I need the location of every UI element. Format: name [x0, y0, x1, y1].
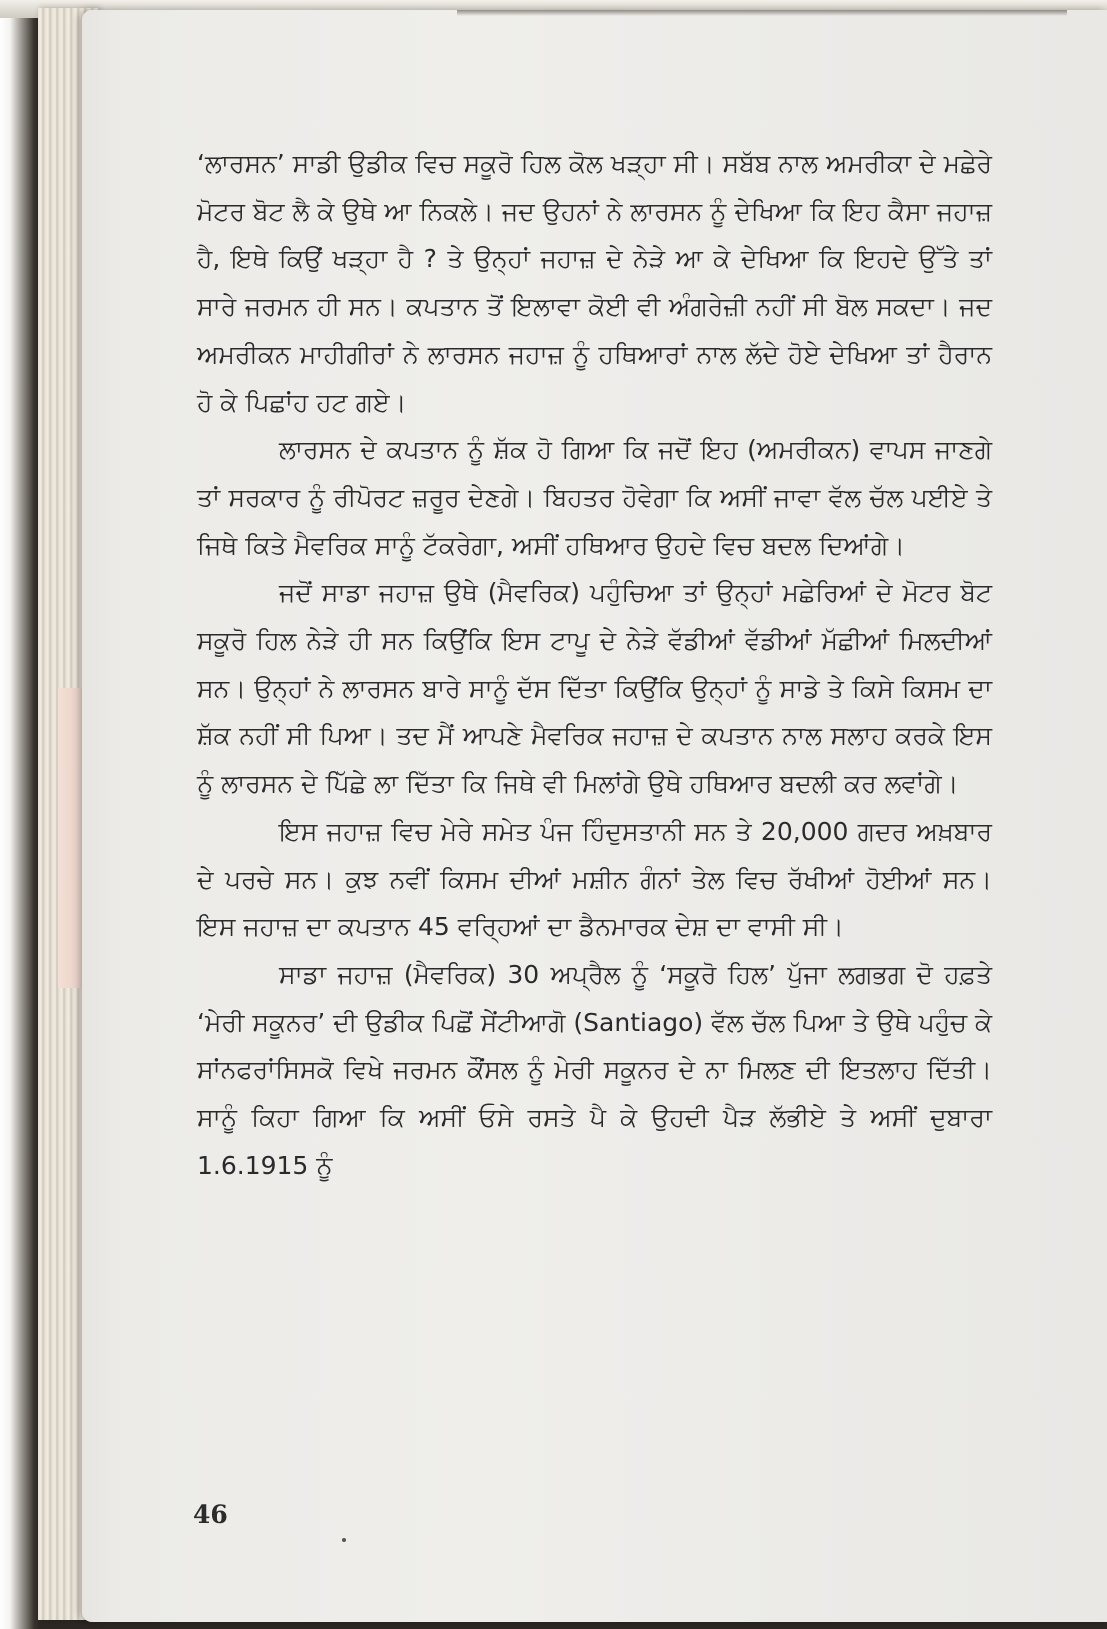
paragraph-5: ਸਾਡਾ ਜਹਾਜ਼ (ਮੈਵਰਿਕ) 30 ਅਪ੍ਰੈਲ ਨੂੰ ‘ਸਕੂਰੋ ਹਿਲ’ ਪੁੱਜਾ ਲਗਭਗ ਦੋ ਹਫ਼ਤੇ ‘ਮੇਰੀ ਸਕੂਨਰ’ ਦੀ ਉਡੀਕ ਪਿਛੋਂ ਸੇਂਟੀਆਗੋ (Santiago) ਵੱਲ ਚੱਲ ਪਿਆ ਤੇ ਉਥੇ ਪਹੁੰਚ ਕੇ ਸਾਂਨਫਰਾਂਸਿਸਕੋ ਵਿਖੇ ਜਰਮਨ ਕੌਂਸਲ ਨੂੰ ਮੇਰੀ ਸਕੂਨਰ ਦੇ ਨਾ ਮਿਲਣ ਦੀ ਇਤਲਾਹ ਦਿੱਤੀ। ਸਾਨੂੰ ਕਿਹਾ ਗਿਆ ਕਿ ਅਸੀਂ ਓਸੇ ਰਸਤੇ ਪੈ ਕੇ ਉਹਦੀ ਪੈੜ ਲੱਭੀਏ ਤੇ ਅਸੀਂ ਦੁਬਾਰਾ 1.6.1915 ਨੂੰ	[197, 959, 992, 1180]
paragraph-4: ਇਸ ਜਹਾਜ਼ ਵਿਚ ਮੇਰੇ ਸਮੇਤ ਪੰਜ ਹਿੰਦੁਸਤਾਨੀ ਸਨ ਤੇ 20,000 ਗਦਰ ਅਖ਼ਬਾਰ ਦੇ ਪਰਚੇ ਸਨ। ਕੁਝ ਨਵੀਂ ਕਿਸਮ ਦੀਆਂ ਮਸ਼ੀਨ ਗੰਨਾਂ ਤੇਲ ਵਿਚ ਰੱਖੀਆਂ ਹੋਈਆਂ ਸਨ। ਇਸ ਜਹਾਜ਼ ਦਾ ਕਪਤਾਨ 45 ਵਰ੍ਹਿਆਂ ਦਾ ਡੈਨਮਾਰਕ ਦੇਸ਼ ਦਾ ਵਾਸੀ ਸੀ।	[197, 816, 992, 942]
page-number: 46	[193, 1500, 228, 1529]
paragraph-3: ਜਦੋਂ ਸਾਡਾ ਜਹਾਜ਼ ਉਥੇ (ਮੈਵਰਿਕ) ਪਹੁੰਚਿਆ ਤਾਂ ਉਨ੍ਹਾਂ ਮਛੇਰਿਆਂ ਦੇ ਮੋਟਰ ਬੋਟ ਸਕੂਰੋ ਹਿਲ ਨੇੜੇ ਹੀ ਸਨ ਕਿਉਂਕਿ ਇਸ ਟਾਪੂ ਦੇ ਨੇੜੇ ਵੱਡੀਆਂ ਵੱਡੀਆਂ ਮੱਛੀਆਂ ਮਿਲਦੀਆਂ ਸਨ। ਉਨ੍ਹਾਂ ਨੇ ਲਾਰਸਨ ਬਾਰੇ ਸਾਨੂੰ ਦੱਸ ਦਿੱਤਾ ਕਿਉਂਕਿ ਉਨ੍ਹਾਂ ਨੂੰ ਸਾਡੇ ਤੇ ਕਿਸੇ ਕਿਸਮ ਦਾ ਸ਼ੱਕ ਨਹੀਂ ਸੀ ਪਿਆ। ਤਦ ਮੈਂ ਆਪਣੇ ਮੈਵਰਿਕ ਜਹਾਜ਼ ਦੇ ਕਪਤਾਨ ਨਾਲ ਸਲਾਹ ਕਰਕੇ ਇਸ ਨੂੰ ਲਾਰਸਨ ਦੇ ਪਿੱਛੇ ਲਾ ਦਿੱਤਾ ਕਿ ਜਿਥੇ ਵੀ ਮਿਲਾਂਗੇ ਉਥੇ ਹਥਿਆਰ ਬਦਲੀ ਕਰ ਲਵਾਂਗੇ।	[197, 578, 992, 799]
body-text	[197, 140, 992, 1189]
paragraph-1: ‘ਲਾਰਸਨ’ ਸਾਡੀ ਉਡੀਕ ਵਿਚ ਸਕੂਰੋ ਹਿਲ ਕੋਲ ਖੜ੍ਹਾ ਸੀ। ਸਬੱਬ ਨਾਲ ਅਮਰੀਕਾ ਦੇ ਮਛੇਰੇ ਮੋਟਰ ਬੋਟ ਲੈ ਕੇ ਉਥੇ ਆ ਨਿਕਲੇ। ਜਦ ਉਹਨਾਂ ਨੇ ਲਾਰਸਨ ਨੂੰ ਦੇਖਿਆ ਕਿ ਇਹ ਕੈਸਾ ਜਹਾਜ਼ ਹੈ, ਇਥੇ ਕਿਉਂ ਖੜ੍ਹਾ ਹੈ ? ਤੇ ਉਨ੍ਹਾਂ ਜਹਾਜ਼ ਦੇ ਨੇੜੇ ਆ ਕੇ ਦੇਖਿਆ ਕਿ ਇਹਦੇ ਉੱਤੇ ਤਾਂ ਸਾਰੇ ਜਰਮਨ ਹੀ ਸਨ। ਕਪਤਾਨ ਤੋਂ ਇਲਾਵਾ ਕੋਈ ਵੀ ਅੰਗਰੇਜ਼ੀ ਨਹੀਂ ਸੀ ਬੋਲ ਸਕਦਾ। ਜਦ ਅਮਰੀਕਨ ਮਾਹੀਗੀਰਾਂ ਨੇ ਲਾਰਸਨ ਜਹਾਜ਼ ਨੂੰ ਹਥਿਆਰਾਂ ਨਾਲ ਲੱਦੇ ਹੋਏ ਦੇਖਿਆ ਤਾਂ ਹੈਰਾਨ ਹੋ ਕੇ ਪਿਛਾਂਹ ਹਟ ਗਏ।	[197, 149, 992, 417]
paragraph-2: ਲਾਰਸਨ ਦੇ ਕਪਤਾਨ ਨੂੰ ਸ਼ੱਕ ਹੋ ਗਿਆ ਕਿ ਜਦੋਂ ਇਹ (ਅਮਰੀਕਨ) ਵਾਪਸ ਜਾਣਗੇ ਤਾਂ ਸਰਕਾਰ ਨੂੰ ਰੀਪੋਰਟ ਜ਼ਰੂਰ ਦੇਣਗੇ। ਬਿਹਤਰ ਹੋਵੇਗਾ ਕਿ ਅਸੀਂ ਜਾਵਾ ਵੱਲ ਚੱਲ ਪਈਏ ਤੇ ਜਿਥੇ ਕਿਤੇ ਮੈਵਰਿਕ ਸਾਨੂੰ ਟੱਕਰੇਗਾ, ਅਸੀਂ ਹਥਿਆਰ ਉਹਦੇ ਵਿਚ ਬਦਲ ਦਿਆਂਗੇ।	[197, 435, 992, 560]
book-page	[82, 10, 1107, 1622]
ink-speck	[342, 1538, 346, 1542]
page-top-shadow	[457, 10, 1067, 16]
